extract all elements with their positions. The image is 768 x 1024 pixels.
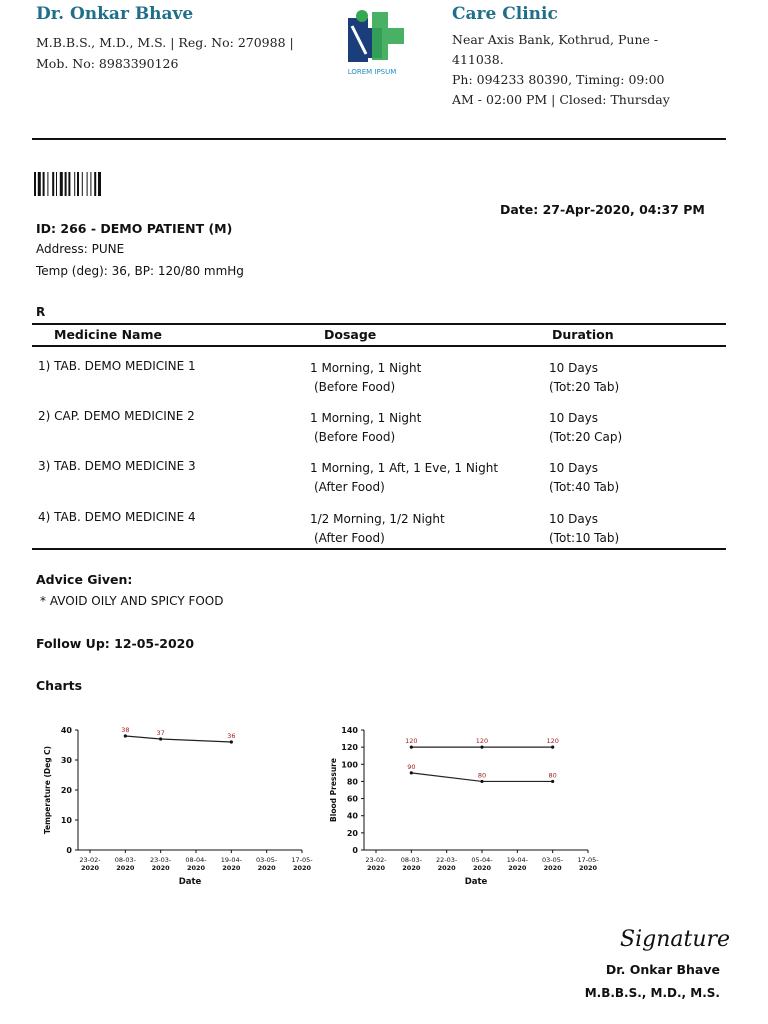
x-tick-label: 2020	[437, 864, 456, 872]
x-tick-label: 2020	[151, 864, 170, 872]
series-line	[125, 736, 231, 742]
medicine-duration	[549, 459, 619, 497]
y-axis-label: Blood Pressure	[329, 758, 338, 822]
x-tick-label: 2020	[578, 864, 598, 872]
x-tick-label: 2020	[257, 864, 276, 872]
duration-days: 10 Days	[549, 512, 599, 526]
table-bottom-rule	[32, 548, 726, 550]
data-point	[480, 746, 483, 749]
data-label: 120	[475, 737, 489, 746]
rx-symbol: R	[36, 305, 46, 319]
clinic-timing-line: AM - 02:00 PM | Closed: Thursday	[452, 92, 670, 107]
signature-script: Signature	[620, 927, 731, 952]
x-tick-label: 08-03-	[400, 856, 422, 864]
table-row	[32, 510, 726, 560]
clinic-phone-line: Ph: 094233 80390, Timing: 09:00	[452, 72, 665, 87]
barcode-bar	[60, 172, 63, 196]
clinic-address-line: Near Axis Bank, Kothrud, Pune -	[452, 32, 659, 47]
duration-days: 10 Days	[549, 361, 599, 375]
x-tick-label: 2020	[222, 864, 241, 872]
table-header-rule	[32, 345, 726, 347]
barcode-bar	[82, 172, 83, 196]
table-row	[32, 459, 726, 509]
medicine-duration	[549, 510, 619, 548]
y-tick-label: 0	[66, 846, 72, 855]
logo-text: LOREM IPSUM	[347, 68, 397, 76]
column-header-medicine: Medicine Name	[54, 327, 162, 342]
barcode	[34, 172, 140, 196]
table-row	[32, 409, 726, 459]
clinic-address-line: 411038.	[452, 52, 504, 67]
barcode-bar	[47, 172, 48, 196]
x-tick-label: 03-05-	[256, 856, 278, 864]
barcode-bar	[74, 172, 75, 196]
dosage-schedule: 1 Morning, 1 Aft, 1 Eve, 1 Night	[310, 461, 499, 475]
barcode-bar	[90, 172, 91, 196]
signature-qualifications: M.B.B.S., M.D., M.S.	[584, 986, 720, 1000]
medical-cross-logo-icon	[332, 6, 412, 68]
advice-item: * AVOID OILY AND SPICY FOOD	[40, 594, 224, 608]
duration-days: 10 Days	[549, 461, 599, 475]
dosage-schedule: 1 Morning, 1 Night	[310, 361, 422, 375]
y-tick-label: 30	[60, 756, 72, 765]
data-point	[480, 780, 483, 783]
doctor-name: Dr. Onkar Bhave	[36, 4, 194, 24]
barcode-bar	[34, 172, 36, 196]
x-tick-label: 2020	[186, 864, 206, 872]
medicine-dosage	[310, 459, 498, 497]
y-tick-label: 20	[346, 828, 358, 838]
duration-days: 10 Days	[549, 411, 599, 425]
data-label: 120	[546, 737, 559, 746]
data-label: 120	[405, 737, 418, 746]
y-tick-label: 40	[346, 811, 358, 821]
data-point	[159, 737, 162, 740]
medicine-dosage	[310, 359, 421, 397]
x-tick-label: 2020	[292, 864, 312, 872]
duration-total: (Tot:20 Cap)	[549, 430, 623, 444]
x-tick-label: 17-05-	[577, 856, 599, 864]
data-point	[410, 771, 413, 774]
medicine-name: 4) TAB. DEMO MEDICINE 4	[38, 510, 196, 524]
doctor-mobile-line: Mob. No: 8983390126	[36, 56, 179, 71]
dosage-note: (After Food)	[314, 531, 385, 545]
barcode-bar	[65, 172, 67, 196]
x-tick-label: 2020	[543, 864, 562, 872]
barcode-bar	[98, 172, 101, 196]
dosage-note: (Before Food)	[314, 430, 396, 444]
medicine-duration	[549, 409, 622, 447]
x-tick-label: 19-04-	[506, 856, 528, 864]
x-tick-label: 23-02-	[365, 856, 387, 864]
x-tick-label: 2020	[80, 864, 100, 872]
data-point	[410, 746, 413, 749]
medicine-dosage	[310, 510, 445, 548]
patient-vitals: Temp (deg): 36, BP: 120/80 mmHg	[36, 264, 244, 278]
patient-address: Address: PUNE	[36, 242, 125, 256]
x-tick-label: 2020	[366, 864, 386, 872]
y-tick-label: 40	[60, 726, 72, 735]
clinic-name: Care Clinic	[452, 4, 558, 24]
column-header-dosage: Dosage	[324, 327, 377, 342]
data-label: 38	[121, 726, 130, 734]
charts-title: Charts	[36, 678, 83, 693]
dosage-note: (Before Food)	[314, 380, 396, 394]
data-label: 90	[407, 762, 416, 771]
dosage-schedule: 1/2 Morning, 1/2 Night	[310, 512, 445, 526]
x-tick-label: 23-03-	[150, 856, 172, 864]
x-tick-label: 22-03-	[436, 856, 458, 864]
x-axis-label: Date	[178, 877, 202, 887]
y-tick-label: 120	[341, 743, 358, 753]
data-point	[551, 746, 554, 749]
medicine-name: 1) TAB. DEMO MEDICINE 1	[38, 359, 196, 373]
x-tick-label: 2020	[402, 864, 421, 872]
barcode-bar	[43, 172, 45, 196]
data-point	[551, 780, 554, 783]
advice-title: Advice Given:	[36, 572, 133, 587]
barcode-bar	[56, 172, 57, 196]
barcode-bar	[94, 172, 96, 196]
barcode-bar	[38, 172, 41, 196]
y-tick-label: 0	[352, 846, 358, 855]
table-row	[32, 359, 726, 409]
data-label: 36	[227, 732, 236, 740]
x-tick-label: 2020	[508, 864, 527, 872]
column-header-duration: Duration	[552, 327, 614, 342]
x-tick-label: 08-04-	[185, 856, 207, 864]
barcode-bar	[87, 172, 88, 196]
medicine-duration	[549, 359, 619, 397]
duration-total: (Tot:20 Tab)	[549, 380, 620, 394]
clinic-address	[452, 30, 712, 110]
y-axis-label: Temperature (Deg C)	[43, 745, 52, 835]
duration-total: (Tot:40 Tab)	[549, 480, 620, 494]
y-tick-label: 20	[60, 786, 72, 795]
x-tick-label: 17-05-	[291, 856, 313, 864]
doctor-quals-line: M.B.B.S., M.D., M.S. | Reg. No: 270988 |	[36, 35, 294, 50]
medicine-name: 2) CAP. DEMO MEDICINE 2	[38, 409, 195, 423]
y-tick-label: 80	[346, 777, 358, 787]
prescription-date: Date: 27-Apr-2020, 04:37 PM	[500, 202, 705, 217]
signature-doctor-name: Dr. Onkar Bhave	[605, 962, 720, 977]
clinic-logo	[332, 6, 412, 78]
blood-pressure-chart	[326, 720, 599, 900]
follow-up-date: Follow Up: 12-05-2020	[36, 636, 195, 651]
y-tick-label: 100	[341, 760, 358, 770]
x-tick-label: 05-04-	[471, 856, 493, 864]
table-top-rule	[32, 323, 726, 325]
data-label: 80	[477, 771, 487, 780]
x-axis-label: Date	[464, 877, 488, 887]
x-tick-label: 23-02-	[79, 856, 101, 864]
x-tick-label: 03-05-	[542, 856, 564, 864]
data-label: 80	[548, 771, 557, 780]
duration-total: (Tot:10 Tab)	[549, 531, 620, 545]
x-tick-label: 19-04-	[220, 856, 242, 864]
x-tick-label: 2020	[472, 864, 492, 872]
x-tick-label: 08-03-	[114, 856, 136, 864]
data-label: 37	[156, 729, 165, 737]
dosage-schedule: 1 Morning, 1 Night	[310, 411, 422, 425]
y-tick-label: 140	[341, 726, 358, 735]
patient-id: ID: 266 - DEMO PATIENT (M)	[36, 221, 233, 236]
letterhead	[0, 0, 768, 140]
barcode-bar	[52, 172, 54, 196]
header-divider	[32, 138, 726, 140]
dosage-note: (After Food)	[314, 480, 385, 494]
data-point	[124, 734, 127, 737]
doctor-qualifications	[36, 32, 316, 74]
barcode-bar	[77, 172, 79, 196]
barcode-bar	[68, 172, 70, 196]
medicine-dosage	[310, 409, 421, 447]
data-point	[230, 740, 233, 743]
y-tick-label: 60	[346, 794, 358, 804]
temperature-chart	[40, 720, 313, 900]
medicine-name: 3) TAB. DEMO MEDICINE 3	[38, 459, 196, 473]
signature-image	[616, 918, 731, 958]
x-tick-label: 2020	[116, 864, 135, 872]
y-tick-label: 10	[60, 816, 72, 825]
